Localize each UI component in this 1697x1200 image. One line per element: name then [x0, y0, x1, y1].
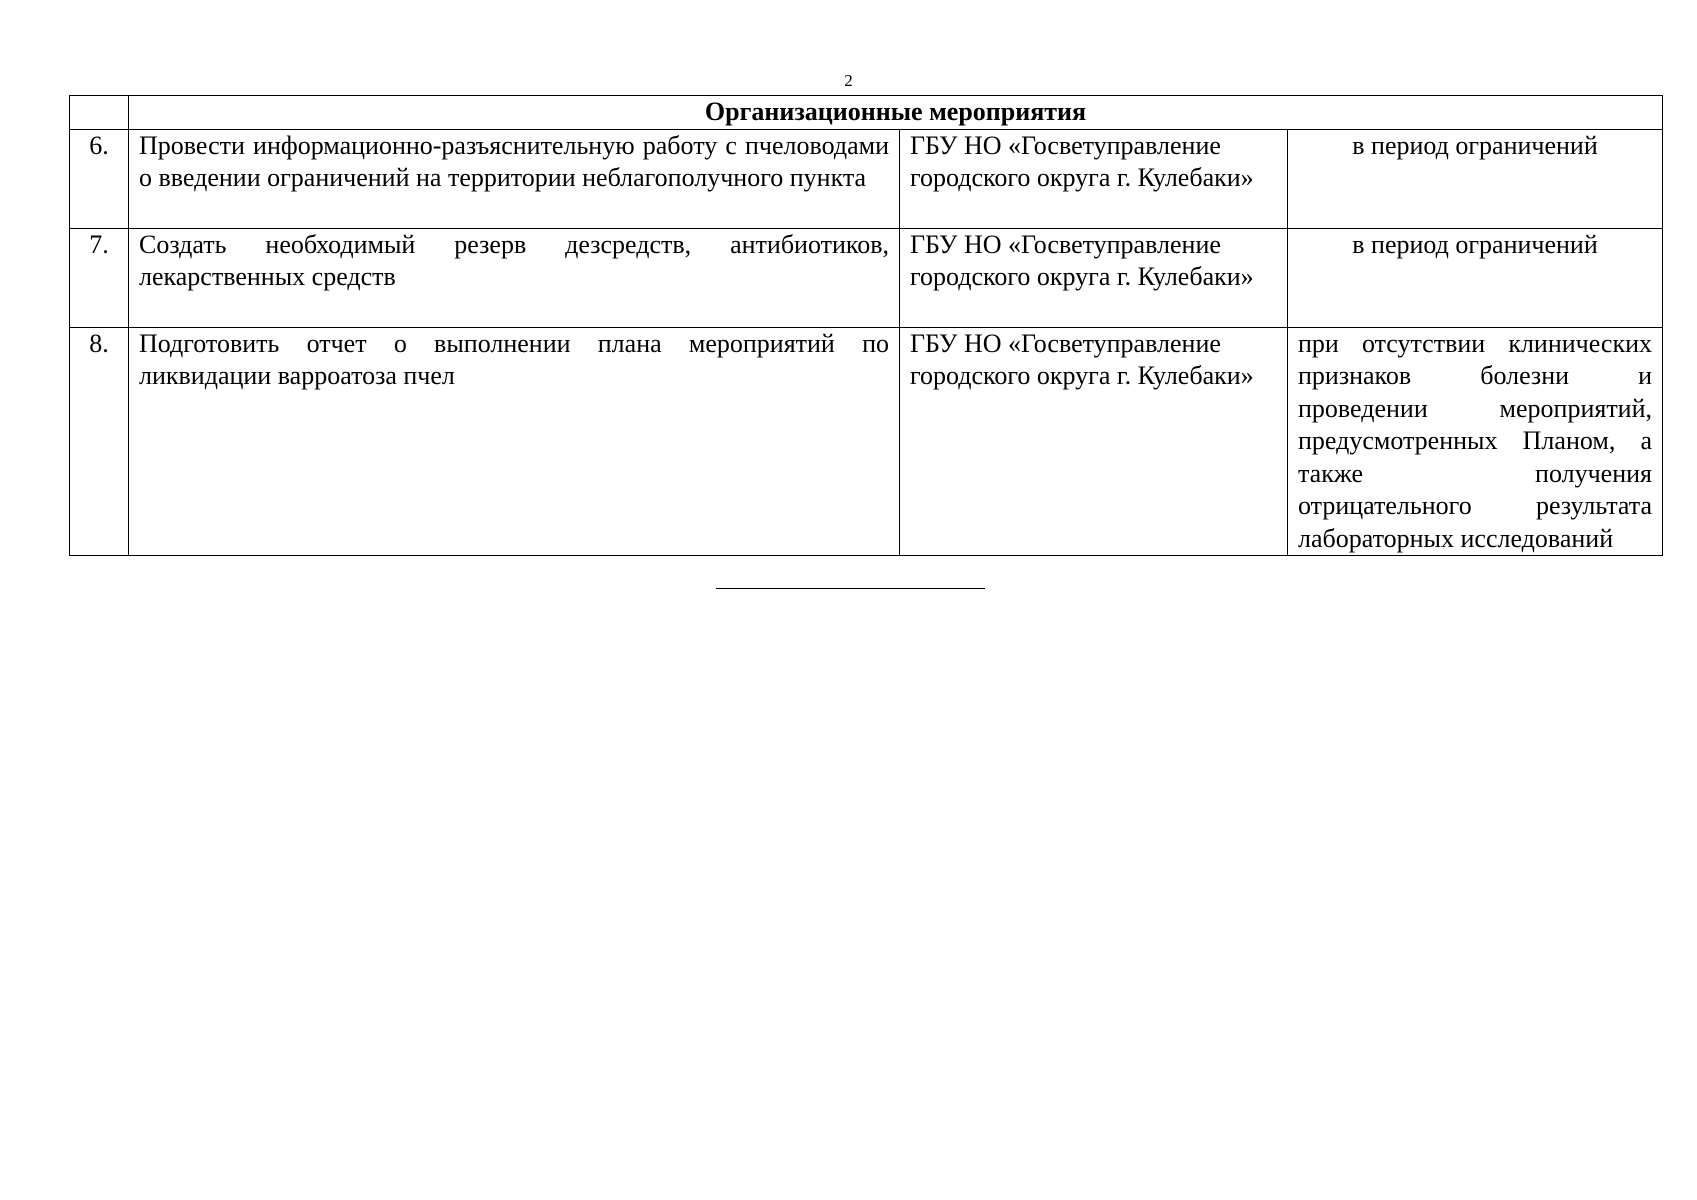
table-row [70, 228, 1663, 327]
responsible-cell: ГБУ НО «Госветуправление городского округа г. Кулебаки» [900, 129, 1288, 228]
responsible-cell: ГБУ НО «Госветуправление городского округа г. Кулебаки» [900, 327, 1288, 556]
task-cell: Подготовить отчет о выполнении плана мероприятий по ликвидации варроатоза пчел [129, 327, 900, 556]
term-cell: при отсутствии клинических признаков болезни и проведении мероприятий, предусмотренных Планом, а также получения отрицательного результата лабораторных исследований [1288, 327, 1663, 556]
section-title: Организационные мероприятия [129, 96, 1663, 130]
empty-number-cell [70, 96, 129, 130]
task-cell: Создать необходимый резерв дезсредств, антибиотиков, лекарственных средств [129, 228, 900, 327]
section-header-row [70, 96, 1663, 130]
task-cell: Провести информационно-разъяснительную работу с пчеловодами о введении ограничений на территории неблагополучного пункта [129, 129, 900, 228]
table-row [70, 327, 1663, 556]
page-number: 2 [844, 71, 853, 90]
row-number: 8. [70, 327, 129, 556]
term-cell: в период ограничений [1288, 228, 1663, 327]
responsible-cell: ГБУ НО «Госветуправление городского округа г. Кулебаки» [900, 228, 1288, 327]
end-of-document-line [716, 588, 985, 589]
row-number: 6. [70, 129, 129, 228]
measures-table [69, 95, 1663, 556]
term-cell: в период ограничений [1288, 129, 1663, 228]
row-number: 7. [70, 228, 129, 327]
table-row [70, 129, 1663, 228]
